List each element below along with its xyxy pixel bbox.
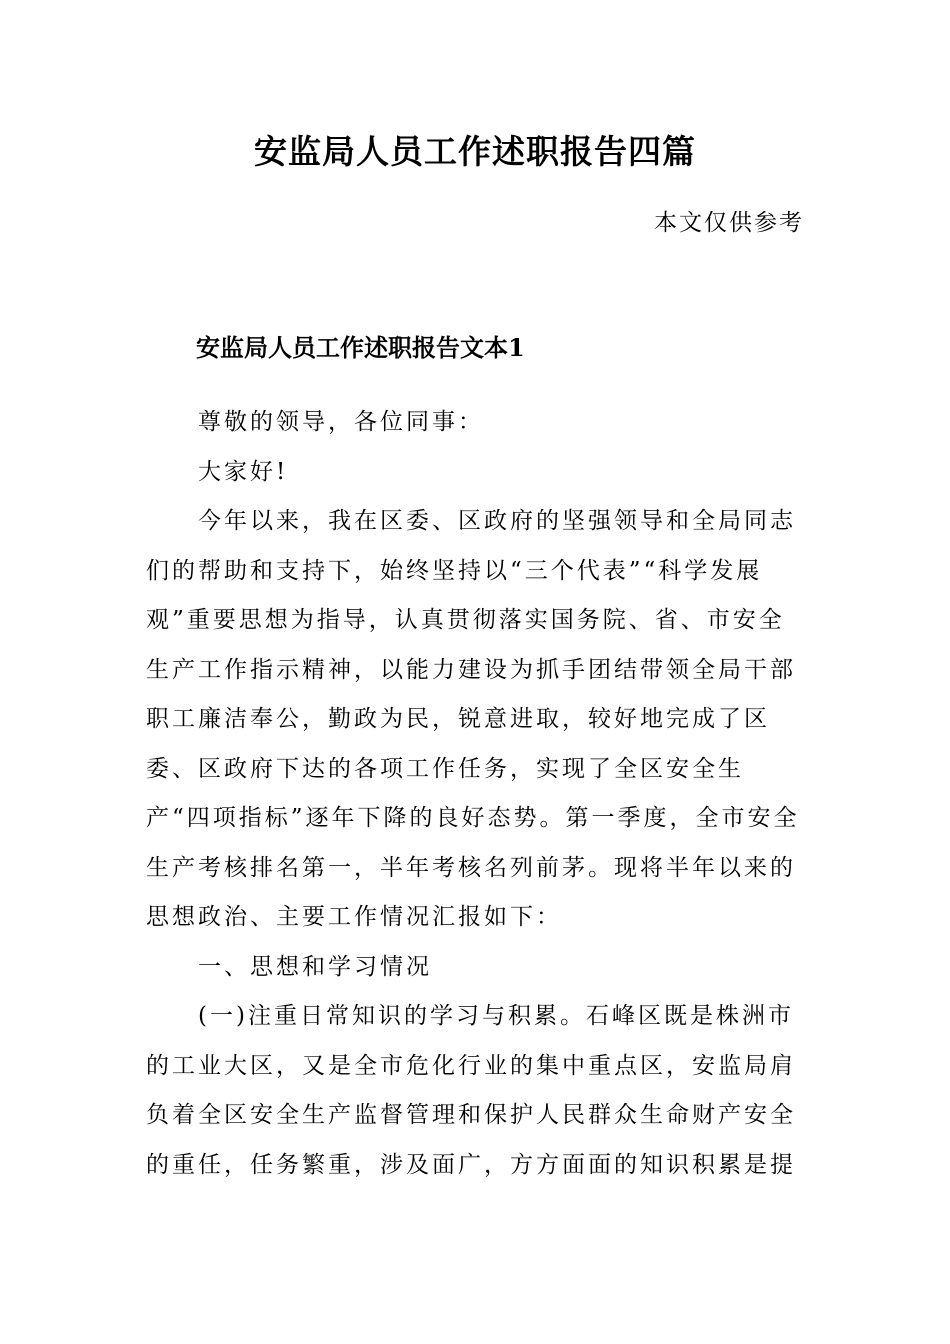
body-text bbox=[146, 398, 806, 1190]
reference-note: 本文仅供参考 bbox=[654, 210, 804, 236]
intro-paragraph: 今年以来，我在区委、区政府的坚强领导和全局同志们的帮助和支持下，始终坚持以“三个代表”“科学发展观”重要思想为指导，认真贯彻落实国务院、省、市安全生产工作指示精神，以能力建设为抓手团结带领全局干部职工廉洁奉公，勤政为民，锐意进取，较好地完成了区委、区政府下达的各项工作任务，实现了全区安全生产“四项指标”逐年下降的良好态势。第一季度，全市安全生产考核排名第一，半年考核名列前茅。现将半年以来的思想政治、主要工作情况汇报如下： bbox=[146, 508, 800, 930]
subsection-heading: 一、思想和学习情况 bbox=[198, 953, 432, 980]
greeting-paragraph: 大家好! bbox=[198, 458, 289, 485]
salutation-paragraph: 尊敬的领导，各位同事： bbox=[198, 409, 484, 435]
study-paragraph: (一)注重日常知识的学习与积累。石峰区既是株洲市的工业大区，又是全市危化行业的集中重点区，安监局肩负着全区安全生产监督管理和保护人民群众生命财产安全的重任，任务繁重，涉及面广，方方面面的知识积累是提 bbox=[146, 1003, 796, 1178]
section-heading: 安监局人员工作述职报告文本1 bbox=[196, 333, 525, 362]
document-title: 安监局人员工作述职报告四篇 bbox=[254, 132, 696, 171]
